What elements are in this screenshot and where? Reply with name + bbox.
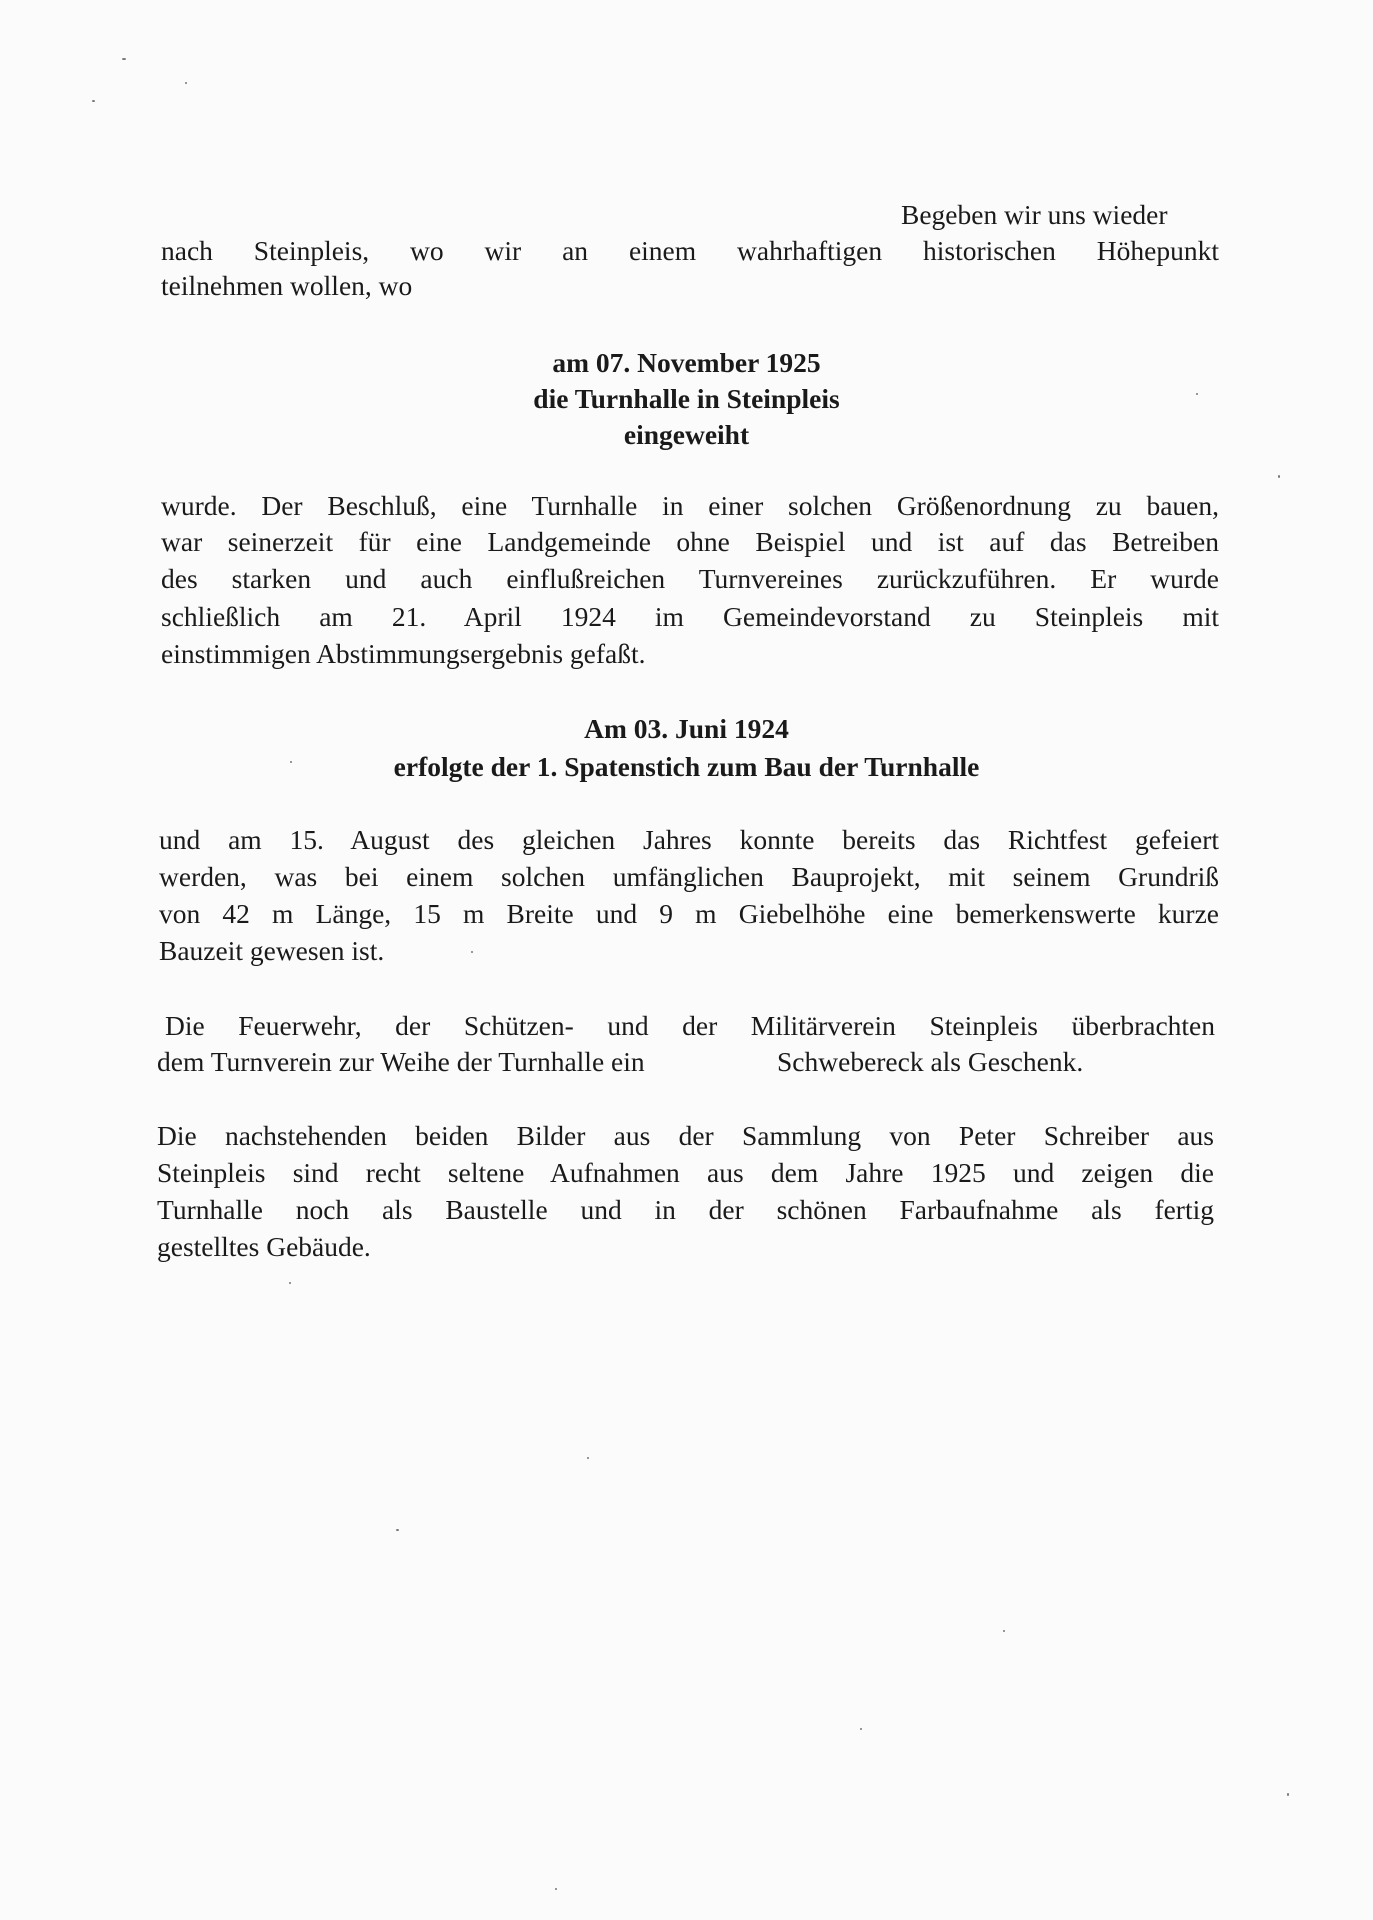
heading-eingeweiht: eingeweiht xyxy=(623,419,750,450)
scan-speck xyxy=(396,1529,399,1531)
paragraph4-line-1: Die nachstehenden beiden Bilder aus der Sammlung von Peter Schreiber aus xyxy=(157,1120,1214,1151)
paragraph2-line-4: Bauzeit gewesen ist. xyxy=(159,935,385,966)
paragraph1-line-2: war seinerzeit für eine Landgemeinde ohne Beispiel und ist auf das Betreiben xyxy=(161,526,1219,557)
heading-turnhalle: die Turnhalle in Steinpleis xyxy=(533,383,840,414)
heading-date-2: Am 03. Juni 1924 xyxy=(584,713,789,744)
paragraph1-line-4: schließlich am 21. April 1924 im Gemeindevorstand zu Steinpleis mit xyxy=(161,601,1219,632)
scan-speck xyxy=(185,82,187,84)
scan-speck xyxy=(587,1457,589,1459)
paragraph1-line-1: wurde. Der Beschluß, eine Turnhalle in einer solchen Größenordnung zu bauen, xyxy=(161,490,1219,521)
scan-speck xyxy=(290,761,292,763)
paragraph4-line-2: Steinpleis sind recht seltene Aufnahmen aus dem Jahre 1925 und zeigen die xyxy=(157,1157,1214,1188)
scan-speck xyxy=(471,951,473,953)
scan-speck xyxy=(92,100,95,102)
paragraph2-line-1: und am 15. August des gleichen Jahres konnte bereits das Richtfest gefeiert xyxy=(159,824,1219,855)
scan-speck xyxy=(1287,1793,1289,1796)
paragraph3-line-2b: Schwebereck als Geschenk. xyxy=(777,1046,1084,1077)
paragraph3-line-1: Die Feuerwehr, der Schützen- und der Militärverein Steinpleis überbrachten xyxy=(165,1010,1215,1041)
scan-speck xyxy=(1278,475,1280,478)
paragraph2-line-3: von 42 m Länge, 15 m Breite und 9 m Giebelhöhe eine bemerkenswerte kurze xyxy=(159,898,1219,929)
paragraph1-line-5: einstimmigen Abstimmungsergebnis gefaßt. xyxy=(161,638,646,669)
scan-speck xyxy=(555,1888,557,1890)
heading-spatenstich: erfolgte der 1. Spatenstich zum Bau der Turnhalle xyxy=(393,751,980,782)
intro-line-1: Begeben wir uns wieder xyxy=(901,199,1168,230)
paragraph4-line-3: Turnhalle noch als Baustelle und in der schönen Farbaufnahme als fertig xyxy=(157,1194,1214,1225)
paragraph2-line-2: werden, was bei einem solchen umfänglichen Bauprojekt, mit seinem Grundriß xyxy=(159,861,1219,892)
intro-line-2: nach Steinpleis, wo wir an einem wahrhaftigen historischen Höhepunkt xyxy=(161,235,1219,266)
scan-speck xyxy=(1196,393,1198,395)
intro-line-3: teilnehmen wollen, wo xyxy=(161,270,413,301)
scan-speck xyxy=(860,1728,862,1730)
heading-date-1: am 07. November 1925 xyxy=(552,347,821,378)
scan-speck xyxy=(122,58,126,60)
scan-speck xyxy=(289,1282,291,1284)
paragraph4-line-4: gestelltes Gebäude. xyxy=(157,1231,371,1262)
scan-speck xyxy=(1003,1630,1005,1632)
paragraph1-line-3: des starken und auch einflußreichen Turnvereines zurückzuführen. Er wurde xyxy=(161,563,1219,594)
paragraph3-line-2a: dem Turnverein zur Weihe der Turnhalle ein xyxy=(157,1046,645,1077)
